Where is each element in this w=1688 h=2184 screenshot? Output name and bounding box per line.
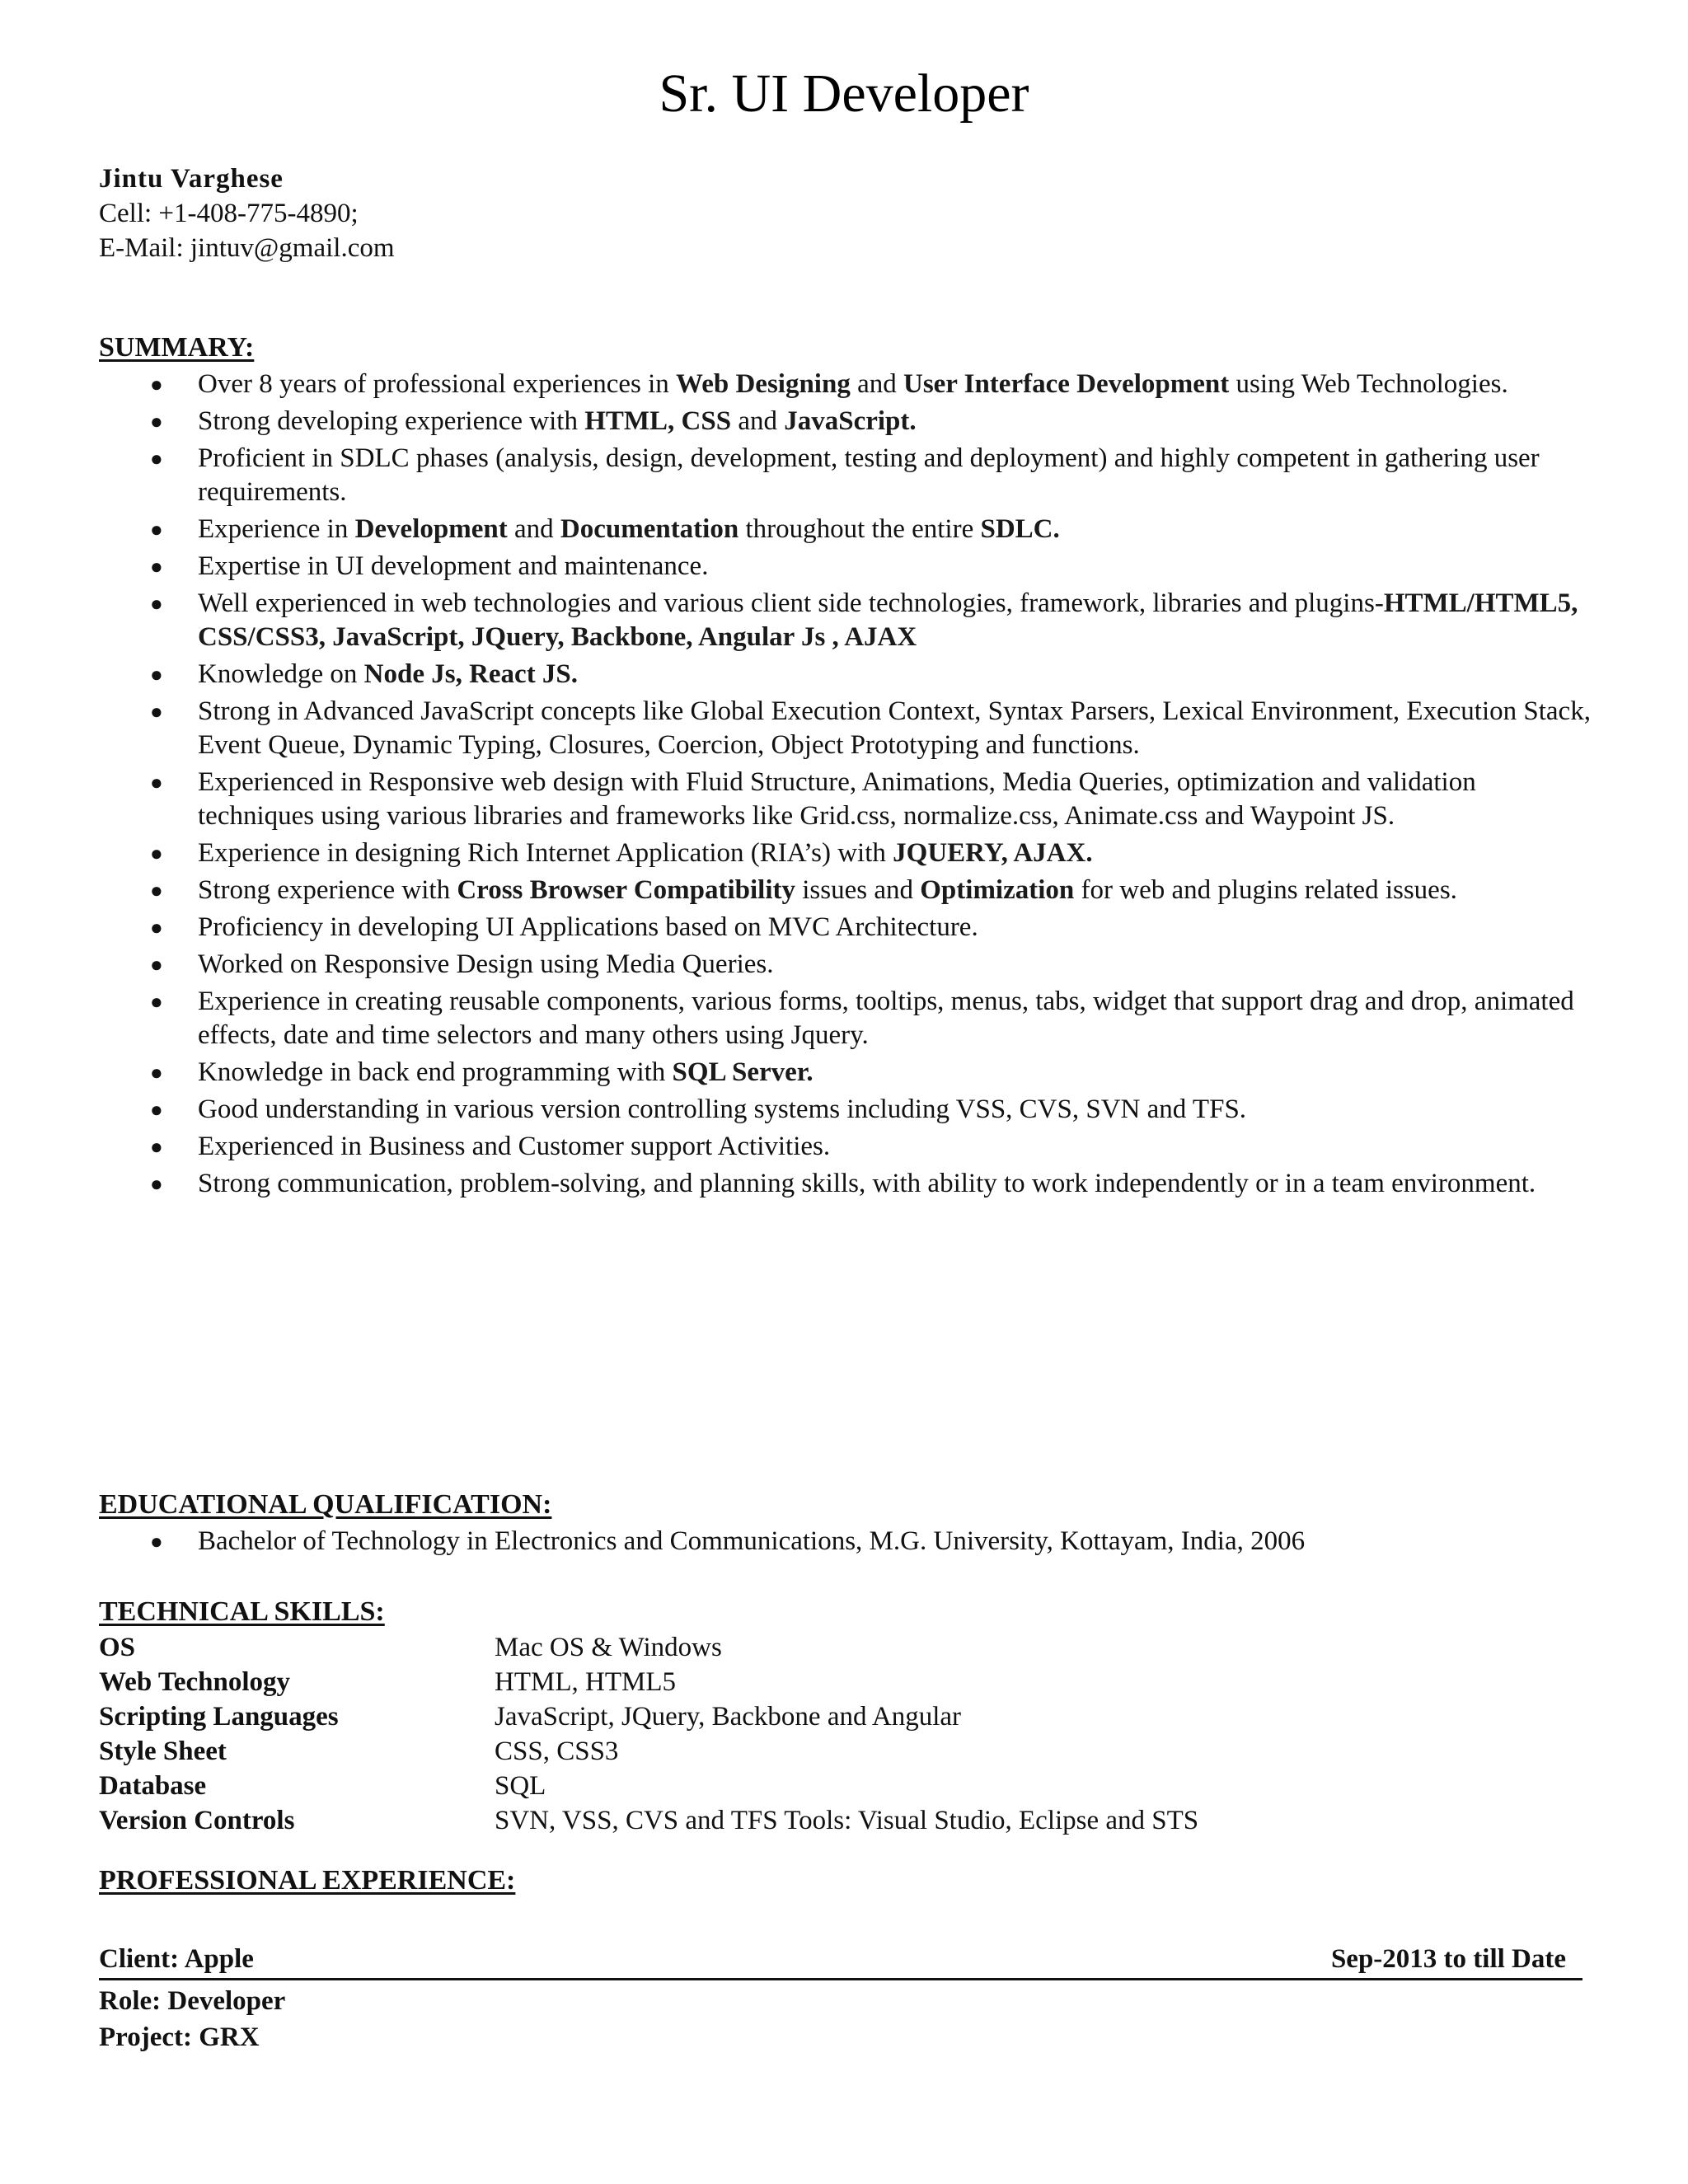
bold-run: JavaScript. [784, 406, 917, 436]
bold-run: Web Designing [676, 369, 851, 399]
skill-value: JavaScript, JQuery, Backbone and Angular [495, 1702, 962, 1732]
bold-run: Documentation [560, 514, 739, 544]
summary-item [99, 368, 1591, 401]
bold-run: SQL Server. [672, 1057, 814, 1087]
text-run: Well experienced in web technologies and various client side technologies, framework, libraries and plugins- [198, 588, 1384, 618]
text-run: Expertise in UI development and maintenance. [198, 551, 709, 581]
skill-key: Scripting Languages [99, 1702, 339, 1732]
client-dates: Sep-2013 to till Date [1330, 1944, 1566, 1974]
bullet-icon: ● [150, 953, 163, 977]
project: Project: GRX [99, 2022, 260, 2052]
experience-heading: PROFESSIONAL EXPERIENCE: [99, 1865, 516, 1896]
skills-table [99, 1630, 1198, 1838]
bold-run: SDLC. [980, 514, 1060, 544]
text-run: and [731, 406, 785, 436]
bullet-icon: ● [150, 373, 163, 396]
education-list [99, 1525, 1591, 1562]
bold-run: JQUERY, AJAX. [893, 838, 1093, 868]
summary-item [99, 1167, 1591, 1201]
bullet-icon: ● [150, 771, 163, 794]
text-run: Strong developing experience with [198, 406, 585, 436]
summary-list [99, 368, 1591, 1204]
skill-row [99, 1803, 1198, 1838]
bullet-icon: ● [150, 1172, 163, 1196]
bold-run: HTML/HTML5, CSS/CSS3, JavaScript, JQuery, Backbone, Angular Js , AJAX [198, 588, 1578, 652]
client-name: Client: Apple [99, 1944, 254, 1974]
summary-item [99, 513, 1591, 546]
summary-item [99, 874, 1591, 907]
text-run: Proficient in SDLC phases (analysis, design, development, testing and deployment) and highly competent in gathering user requirements. [198, 443, 1540, 507]
text-run: Experienced in Responsive web design with Fluid Structure, Animations, Media Queries, optimization and validation techniques using various libraries and frameworks like Grid.css, normalize.css, Animate.css and Waypoint JS. [198, 767, 1476, 831]
skill-value: SQL [495, 1771, 546, 1801]
skill-value: CSS, CSS3 [495, 1736, 619, 1766]
summary-heading: SUMMARY: [99, 332, 255, 363]
text-run: Experience in [198, 514, 355, 544]
text-run: for web and plugins related issues. [1074, 875, 1457, 905]
skill-row [99, 1769, 1198, 1803]
text-run: Worked on Responsive Design using Media Queries. [198, 949, 774, 979]
document-title: Sr. UI Developer [659, 63, 1029, 124]
summary-item [99, 658, 1591, 691]
summary-item [99, 766, 1591, 833]
experience-meta [99, 1983, 285, 2055]
summary-item [99, 1130, 1591, 1164]
bullet-icon: ● [150, 1530, 163, 1554]
contact-block [99, 162, 395, 265]
text-run: Bachelor of Technology in Electronics and Communications, M.G. University, Kottayam, India, 2006 [198, 1526, 1306, 1556]
bullet-icon: ● [150, 700, 163, 724]
bullet-icon: ● [150, 1135, 163, 1159]
skill-value: Mac OS & Windows [495, 1633, 722, 1662]
summary-item [99, 442, 1591, 509]
skill-key: Style Sheet [99, 1736, 227, 1766]
summary-item [99, 1056, 1591, 1090]
skill-key: Version Controls [99, 1806, 295, 1835]
skill-key: Web Technology [99, 1667, 290, 1697]
summary-item [99, 948, 1591, 982]
bullet-icon: ● [150, 1098, 163, 1122]
bullet-icon: ● [150, 555, 163, 579]
bold-run: User Interface Development [903, 369, 1230, 399]
summary-item [99, 405, 1591, 438]
text-run: Strong experience with [198, 875, 457, 905]
bullet-icon: ● [150, 663, 163, 687]
bullet-icon: ● [150, 990, 163, 1014]
email-address: E-Mail: jintuv@gmail.com [99, 233, 395, 263]
bold-run: Node Js, React JS. [363, 659, 579, 689]
text-run: issues and [795, 875, 921, 905]
bullet-icon: ● [150, 447, 163, 471]
skill-row [99, 1665, 1198, 1699]
summary-item [99, 1093, 1591, 1127]
summary-item [99, 587, 1591, 654]
summary-item [99, 911, 1591, 944]
skill-value: HTML, HTML5 [495, 1667, 676, 1697]
bullet-icon: ● [150, 916, 163, 940]
skill-row [99, 1699, 1198, 1734]
skills-heading: TECHNICAL SKILLS: [99, 1596, 385, 1627]
text-run: using Web Technologies. [1229, 369, 1508, 399]
text-run: Strong communication, problem-solving, and planning skills, with ability to work independently or in a team environment. [198, 1169, 1536, 1198]
education-heading: EDUCATIONAL QUALIFICATION: [99, 1489, 552, 1520]
summary-item [99, 837, 1591, 870]
text-run: and [850, 369, 903, 399]
skill-row [99, 1734, 1198, 1769]
text-run: Experience in creating reusable components, various forms, tooltips, menus, tabs, widget that support drag and drop, animated effects, date and time selectors and many others using Jquery. [198, 987, 1574, 1050]
bullet-icon: ● [150, 1061, 163, 1085]
bullet-icon: ● [150, 410, 163, 434]
education-item [99, 1525, 1591, 1558]
bullet-icon: ● [150, 841, 163, 865]
text-run: Experienced in Business and Customer support Activities. [198, 1132, 831, 1161]
text-run: Knowledge on [198, 659, 364, 689]
skill-row [99, 1630, 1198, 1665]
bullet-icon: ● [150, 518, 163, 541]
text-run: Experience in designing Rich Internet Application (RIA’s) with [198, 838, 893, 868]
bold-run: Development [354, 514, 508, 544]
bold-run: Optimization [920, 875, 1075, 905]
bold-run: Cross Browser Compatibility [457, 875, 796, 905]
client-row [99, 1942, 1582, 1980]
skill-key: Database [99, 1771, 207, 1801]
candidate-name: Jintu Varghese [99, 164, 284, 194]
skill-value: SVN, VSS, CVS and TFS Tools: Visual Studio, Eclipse and STS [495, 1806, 1199, 1835]
summary-item [99, 985, 1591, 1052]
text-run: Good understanding in various version controlling systems including VSS, CVS, SVN and TFS. [198, 1094, 1247, 1124]
text-run: throughout the entire [738, 514, 981, 544]
bold-run: HTML, CSS [584, 406, 732, 436]
text-run: Knowledge in back end programming with [198, 1057, 673, 1087]
bullet-icon: ● [150, 592, 163, 616]
skill-key: OS [99, 1633, 136, 1662]
bullet-icon: ● [150, 879, 163, 902]
text-run: Proficiency in developing UI Applications based on MVC Architecture. [198, 912, 978, 942]
text-run: Strong in Advanced JavaScript concepts like Global Execution Context, Syntax Parsers, Lexical Environment, Execution Stack, Event Queue, Dynamic Typing, Closures, Coercion, Object Prototyping and functions. [198, 696, 1591, 760]
summary-item [99, 695, 1591, 762]
text-run: Over 8 years of professional experiences in [198, 369, 677, 399]
summary-item [99, 550, 1591, 583]
text-run: and [507, 514, 560, 544]
role: Role: Developer [99, 1986, 286, 2016]
cell-phone: Cell: +1-408-775-4890; [99, 199, 359, 228]
